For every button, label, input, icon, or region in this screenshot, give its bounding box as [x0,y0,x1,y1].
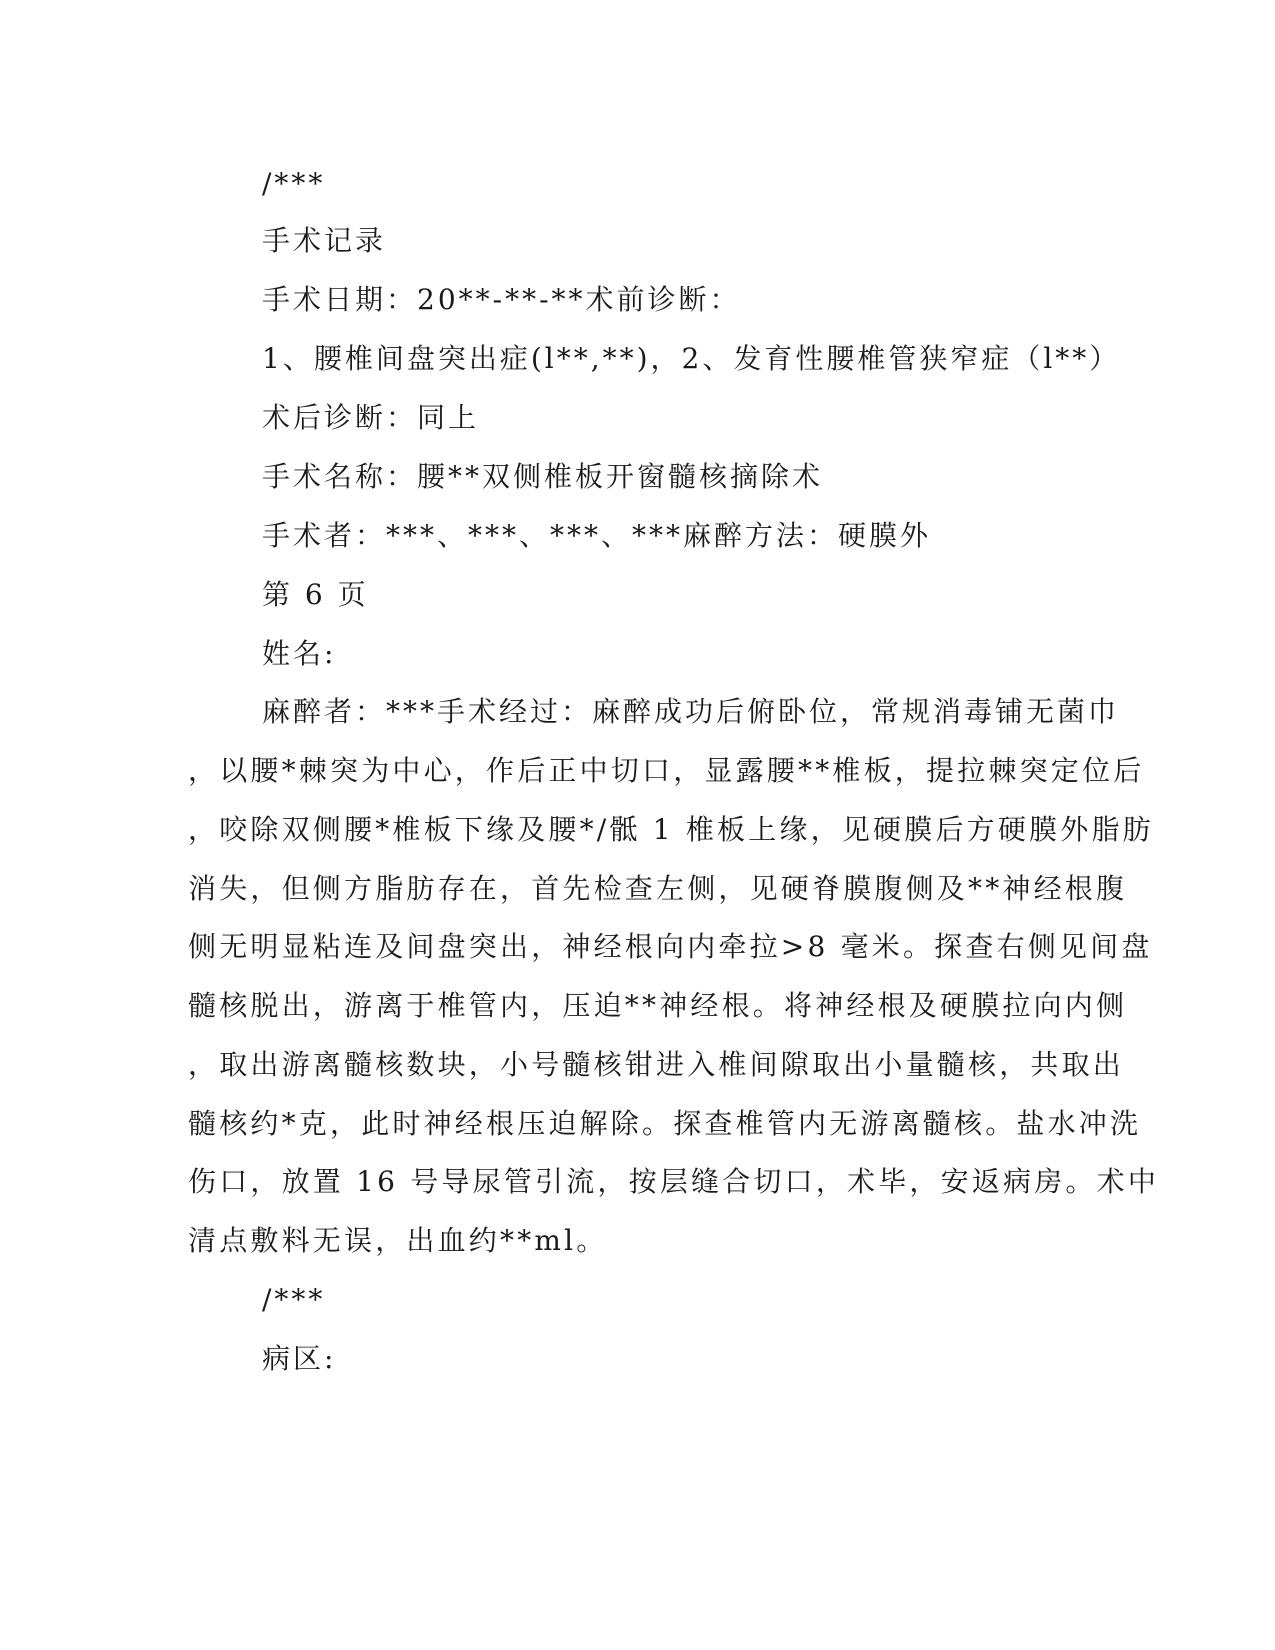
paragraph-line: 麻醉者：***手术经过：麻醉成功后俯卧位，常规消毒铺无菌巾 [262,695,1120,728]
separator-marker: /*** [262,167,326,200]
surgeons-line: 手术者：***、***、***、***麻醉方法：硬膜外 [262,519,932,552]
paragraph-line: 髓核脱出，游离于椎管内，压迫**神经根。将神经根及硬膜拉向内侧 [188,989,1128,1022]
record-title: 手术记录 [262,224,387,257]
surgery-date-line: 手术日期：20**-**-**术前诊断： [262,283,741,316]
paragraph-line: ，取出游离髓核数块，小号髓核钳进入椎间隙取出小量髓核，共取出 [188,1048,1125,1081]
paragraph-line: 清点敷料无误，出血约**ml。 [188,1224,608,1257]
preop-diagnosis-line: 1、腰椎间盘突出症(l**,**)，2、发育性腰椎管狭窄症（l**） [262,342,1121,375]
surgery-name-line: 手术名称：腰**双侧椎板开窗髓核摘除术 [262,460,824,493]
paragraph-line: 侧无明显粘连及间盘突出，神经根向内牵拉>8 毫米。探查右侧见间盘 [188,930,1153,963]
patient-name-line: 姓名: [262,637,337,670]
paragraph-line: 伤口，放置 16 号导尿管引流，按层缝合切口，术毕，安返病房。术中 [188,1165,1160,1198]
postop-diagnosis-line: 术后诊断：同上 [262,401,480,434]
page-number: 第 6 页 [262,578,369,611]
paragraph-line: 髓核约*克，此时神经根压迫解除。探查椎管内无游离髓核。盐水冲洗 [188,1107,1142,1140]
paragraph-line: 消失，但侧方脂肪存在，首先检查左侧，见硬脊膜腹侧及**神经根腹 [188,872,1128,905]
paragraph-line: ，以腰*棘突为中心，作后正中切口，显露腰**椎板，提拉棘突定位后 [188,754,1145,787]
ward-line: 病区: [262,1342,337,1375]
separator-marker: /*** [262,1283,326,1316]
paragraph-line: ，咬除双侧腰*椎板下缘及腰*/骶 1 椎板上缘，见硬膜后方硬膜外脂肪 [188,813,1154,846]
